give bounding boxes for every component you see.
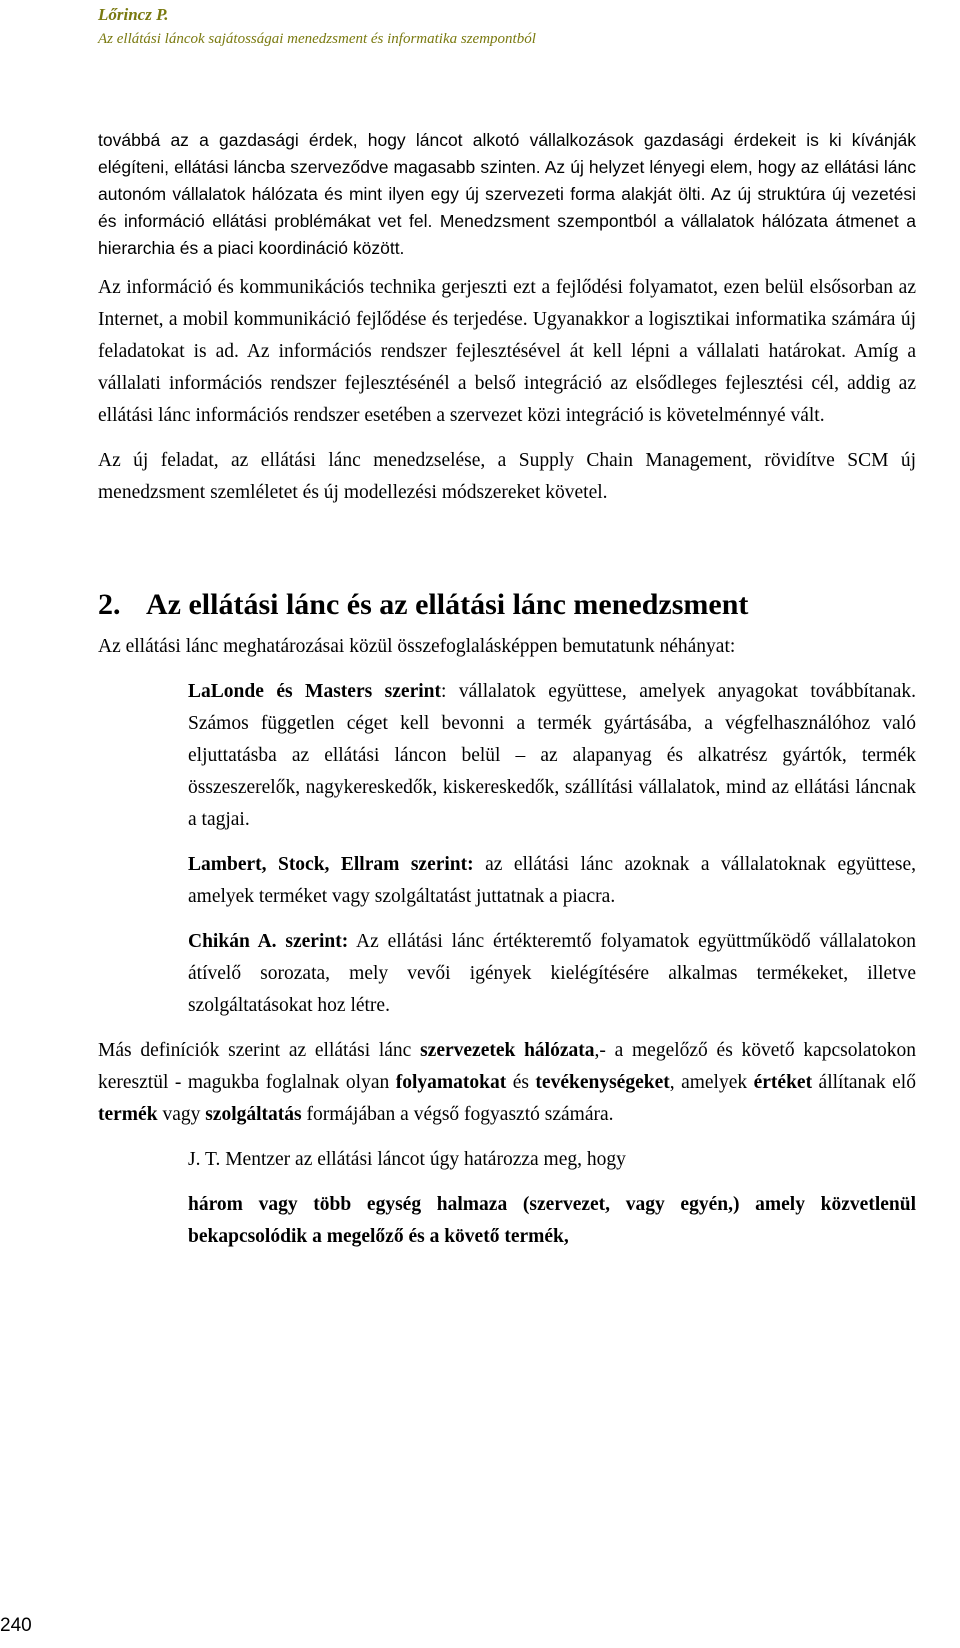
emphasis-service: szolgáltatás	[205, 1104, 302, 1125]
definition-lalonde-text: : vállalatok együttese, amelyek anyagokat továbbítanak. Számos független céget kell bevonni a termék gyártásába, a végfelhasználóhoz való eljuttatásba az ellátási láncon belül – az alapanyag és alkatrész gyártók, termék összeszerelők, nagykereskedők, kiskereskedők, szállítási vállalatok, mind az ellátási láncnak a tagjai.	[188, 681, 916, 830]
header-author: Lőrincz P.	[98, 5, 169, 24]
mentzer-definition: három vagy több egység halmaza (szervezet, vagy egyén,) amely közvetlenül bekapcsolódik a megelőző és a követő termék,	[188, 1194, 916, 1247]
definition-lalonde	[188, 676, 916, 836]
section-heading	[98, 585, 916, 625]
paragraph-scm: Az új feladat, az ellátási lánc menedzselése, a Supply Chain Management, rövidítve SCM új menedzsment szemléletet és új modellezési módszereket követel.	[98, 450, 916, 503]
page-body	[98, 127, 916, 1253]
paragraph-network: továbbá az a gazdasági érdek, hogy láncot alkotó vállalkozások gazdasági érdekeit is ki kívánják elégíteni, ellátási láncba szerveződve magasabb szinten. Az új helyzet lényegi elem, hogy az ellátási lánc autonóm vállalatok hálózata és mint ilyen egy új szervezeti forma alakját ölti. Az új struktúra új vezetési és információ ellátási problémákat vet fel. Menedzsment szempontból a vállalatok hálózata átmenet a hierarchia és a piaci koordináció között.	[98, 130, 916, 258]
definitions-intro: Az ellátási lánc meghatározásai közül összefoglalásképpen bemutatunk néhányat:	[98, 636, 736, 657]
mentzer-intro: J. T. Mentzer az ellátási láncot úgy határozza meg, hogy	[188, 1149, 626, 1170]
definition-lambert	[188, 849, 916, 913]
definition-chikan-text: Az ellátási lánc értékteremtő folyamatok együttműködő vállalatokon átívelő sorozata, mely vevői igények kielégítésére alkalmas termékeket, illetve szolgáltatásokat hoz létre.	[188, 931, 916, 1016]
definition-lalonde-label: LaLonde és Masters szerint	[188, 681, 441, 702]
running-header	[98, 4, 918, 49]
emphasis-activities: tevékenységeket	[535, 1072, 670, 1093]
section-number: 2.	[98, 588, 121, 621]
definition-chikan	[188, 926, 916, 1022]
header-subtitle: Az ellátási láncok sajátosságai menedzsment és informatika szempontból	[98, 31, 536, 47]
paragraph-ict: Az információ és kommunikációs technika gerjeszti ezt a fejlődési folyamatot, ezen belül elsősorban az Internet, a mobil kommunikáció fejlődése és terjedése. Ugyanakkor a logisztikai informatika számára új feladatokat is ad. Az információs rendszer fejlesztésével át kell lépni a vállalati határokat. Amíg a vállalati információs rendszer fejlesztésénél a belső integráció az elsődleges fejlesztési cél, addig az ellátási lánc információs rendszer esetében a szervezet közi integráció is követelménnyé vált.	[98, 277, 916, 426]
emphasis-value: értéket	[753, 1072, 813, 1093]
page-number: 240	[0, 1615, 32, 1636]
emphasis-product: termék	[98, 1104, 158, 1125]
section-title: Az ellátási lánc és az ellátási lánc menedzsment	[146, 588, 749, 621]
emphasis-network: szervezetek hálózata	[420, 1040, 595, 1061]
definition-lambert-text: az ellátási lánc azoknak a vállalatoknak együttese, amelyek terméket vagy szolgáltatást juttatnak a piacra.	[188, 854, 916, 907]
definition-chikan-label: Chikán A. szerint:	[188, 931, 349, 952]
emphasis-processes: folyamatokat	[395, 1072, 507, 1093]
paragraph-other-definitions: Más definíciók szerint az ellátási lánc szervezetek hálózata,- a megelőző és követő kapcsolatokon keresztül - magukba foglalnak olyan folyamatokat és tevékenységeket, amelyek értéket állítanak elő termék vagy szolgáltatás formájában a végső fogyasztó számára.	[98, 1040, 916, 1125]
definition-lambert-label: Lambert, Stock, Ellram szerint:	[188, 854, 474, 875]
